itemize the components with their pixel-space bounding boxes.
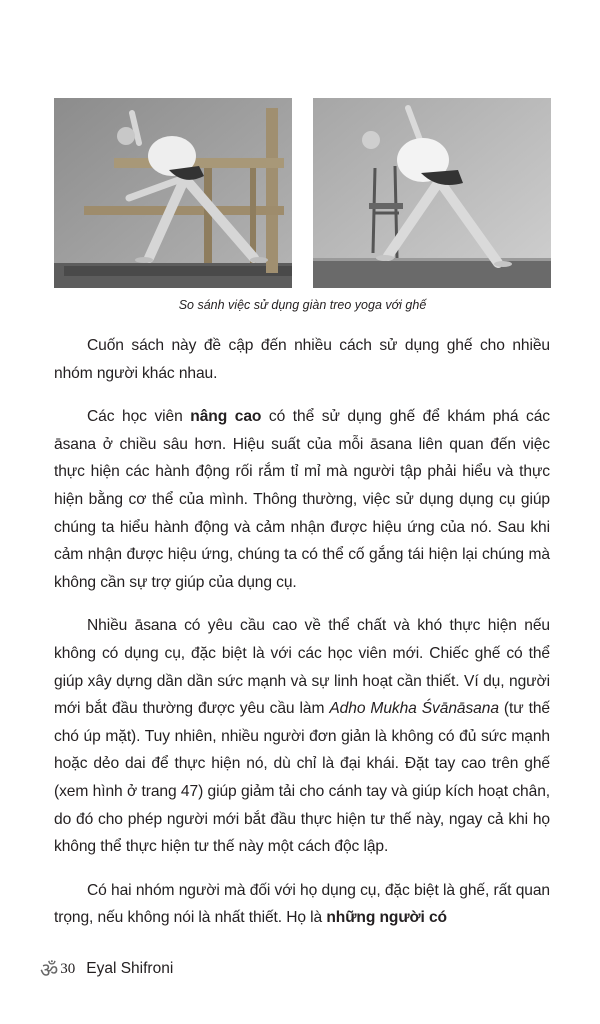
paragraph-text: có thể sử dụng ghế để khám phá các āsana ở chiều sâu hơn. Hiệu suất của mỗi āsana liên quan đến việc thực hiện các hành động rối rắm tỉ mỉ mà người tập phải hiểu và thực hiện bằng cơ thể của mình. Thông thường, việc sử dụng dụng cụ giúp chúng ta hiểu hành động và cảm nhận được hiệu ứng của nó. Sau khi cảm nhận được hiệu ứng, chúng ta có thể cố gắng tái hiện lại chúng mà không cần sự trợ giúp của dụng cụ. bbox=[54, 408, 551, 591]
emphasis-bold: những người có bbox=[326, 909, 447, 927]
paragraph-text: Các học viên bbox=[87, 408, 191, 426]
paragraph bbox=[54, 332, 550, 387]
paragraph-text: Nhiều āsana có yêu cầu cao về thể chất và khó thực hiện nếu không có dụng cụ, đặc biệt là với các học viên mới. Chiếc ghế có thể giúp xây dựng dần dần sức mạnh và sự linh hoạt cần thiết. Ví dụ, người mới bắt đầu thường được yêu cầu làm bbox=[54, 617, 550, 718]
body-text bbox=[54, 332, 550, 932]
emphasis-bold: nâng cao bbox=[190, 408, 262, 426]
paragraph bbox=[54, 877, 550, 932]
paragraph-text: Có hai nhóm người mà đối với họ dụng cụ, đặc biệt là ghế, rất quan trọng, nếu không nói là nhất thiết. Họ là bbox=[54, 881, 550, 927]
page-footer bbox=[40, 956, 173, 982]
page-number: 30 bbox=[60, 960, 76, 977]
author-name: Eyal Shifroni bbox=[86, 960, 174, 977]
emphasis-italic: Adho Mukha Śvānāsana bbox=[329, 700, 499, 718]
photo-chair bbox=[313, 98, 551, 288]
figure-caption: So sánh việc sử dụng giàn treo yoga với ghế bbox=[178, 298, 427, 312]
photo-rope-wall bbox=[54, 98, 292, 288]
paragraph bbox=[54, 403, 550, 596]
paragraph-text: Cuốn sách này đề cập đến nhiều cách sử dụng ghế cho nhiều nhóm người khác nhau. bbox=[54, 337, 550, 382]
paragraph bbox=[54, 612, 550, 860]
figure-photos bbox=[54, 98, 551, 288]
paragraph-text: (tư thế chó úp mặt). Tuy nhiên, nhiều người đơn giản là không có đủ sức mạnh hoặc dẻo dai để thực hiện nó, dù chỉ là đại khái. Đặt tay cao trên ghế (xem hình ở trang 47) giúp giảm tải cho cánh tay và giúp kích hoạt chân, do đó cho phép người mới bắt đầu thực hiện tư thế này, ngay cả khi họ không thể thực hiện tư thế này một cách độc lập. bbox=[54, 700, 550, 856]
om-symbol-icon: ॐ bbox=[40, 957, 59, 982]
